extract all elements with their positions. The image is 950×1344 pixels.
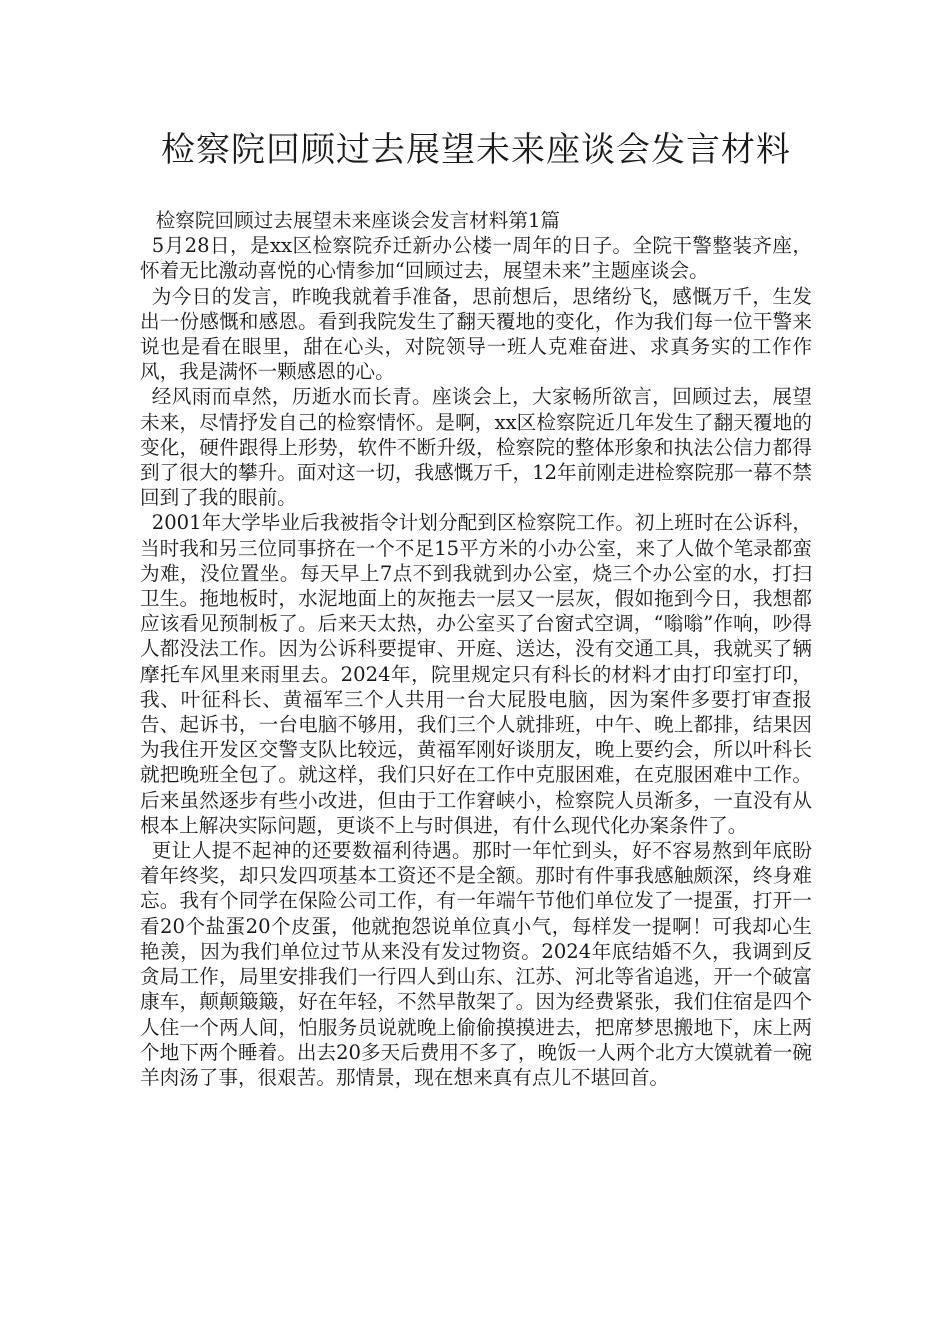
document-title: 检察院回顾过去展望未来座谈会发言材料	[161, 130, 791, 170]
paragraph-4: 2001年大学毕业后我被指令计划分配到区检察院工作。初上班时在公诉科，当时我和另三位同事挤在一个不足15平方米的小办公室，来了人做个笔录都蛮为难，没位置坐。每天早上7点不到我就到办公室，烧三个办公室的水，打扫卫生。拖地板时，水泥地面上的灰拖去一层又一层灰，假如拖到今日，我想都应该看见预制板了。后来天太热，办公室买了台窗式空调，“嗡嗡”作响，吵得人都没法工作。因为公诉科要提审、开庭、送达，没有交通工具，我就买了辆摩托车风里来雨里去。2024年，院里规定只有科长的材料才由打印室打印，我、叶征科长、黄福军三个人共用一台大屁股电脑，因为案件多要打审查报告、起诉书，一台电脑不够用，我们三个人就排班，中午、晚上都排，结果因为我住开发区交警支队比较远，黄福军刚好谈朋友，晚上要约会，所以叶科长就把晚班全包了。就这样，我们只好在工作中克服困难，在克服困难中工作。后来虽然逐步有些小改进，但由于工作窘峡小，检察院人员渐多，一直没有从根本上解决实际问题，更谈不上与时俱进，有什么现代化办案条件了。	[140, 511, 812, 837]
paragraph-1: 5月28日，是xx区检察院乔迁新办公楼一周年的日子。全院干警整装齐座，怀着无比激动喜悦的心情参加“回顾过去，展望未来”主题座谈会。	[140, 234, 812, 283]
paragraph-2: 为今日的发言，昨晚我就着手准备，思前想后，思绪纷飞，感慨万千，生发出一份感慨和感恩。看到我院发生了翻天覆地的变化，作为我们每一位干警来说也是看在眼里，甜在心头，对院领导一班人克难奋进、求真务实的工作作风，我是满怀一颗感恩的心。	[140, 284, 812, 384]
paragraph-3: 经风雨而卓然，历逝水而长青。座谈会上，大家畅所欲言，回顾过去，展望未来，尽情抒发自己的检察情怀。是啊，xx区检察院近几年发生了翻天覆地的变化，硬件跟得上形势，软件不断升级，检察院的整体形象和执法公信力都得到了很大的攀升。面对这一切，我感慨万千，12年前刚走进检察院那一幕不禁回到了我的眼前。	[140, 385, 812, 510]
document-subtitle: 检察院回顾过去展望未来座谈会发言材料第1篇	[155, 209, 561, 232]
document-body	[140, 208, 812, 1090]
paragraph-5: 更让人提不起神的还要数福利待遇。那时一年忙到头，好不容易熬到年底盼着年终奖，却只发四项基本工资还不是全额。那时有件事我感触颇深，终身难忘。我有个同学在保险公司工作，有一年端午节他们单位发了一提蛋，打开一看20个盐蛋20个皮蛋，他就抱怨说单位真小气，每样发一提啊！可我却心生艳羡，因为我们单位过节从来没有发过物资。2024年底结婚不久，我调到反贪局工作，局里安排我们一行四人到山东、江苏、河北等省追逃，开一个破富康车，颠颠簸簸，好在年轻，不然早散架了。因为经费紧张，我们住宿是四个人住一个两人间，怕服务员说就晚上偷偷摸摸进去，把席梦思搬地下，床上两个地下两个睡着。出去20多天后费用不多了，晚饭一人两个北方大馍就着一碗羊肉汤了事，很艰苦。那情景，现在想来真有点儿不堪回首。	[140, 839, 812, 1089]
document-page	[140, 120, 812, 1090]
